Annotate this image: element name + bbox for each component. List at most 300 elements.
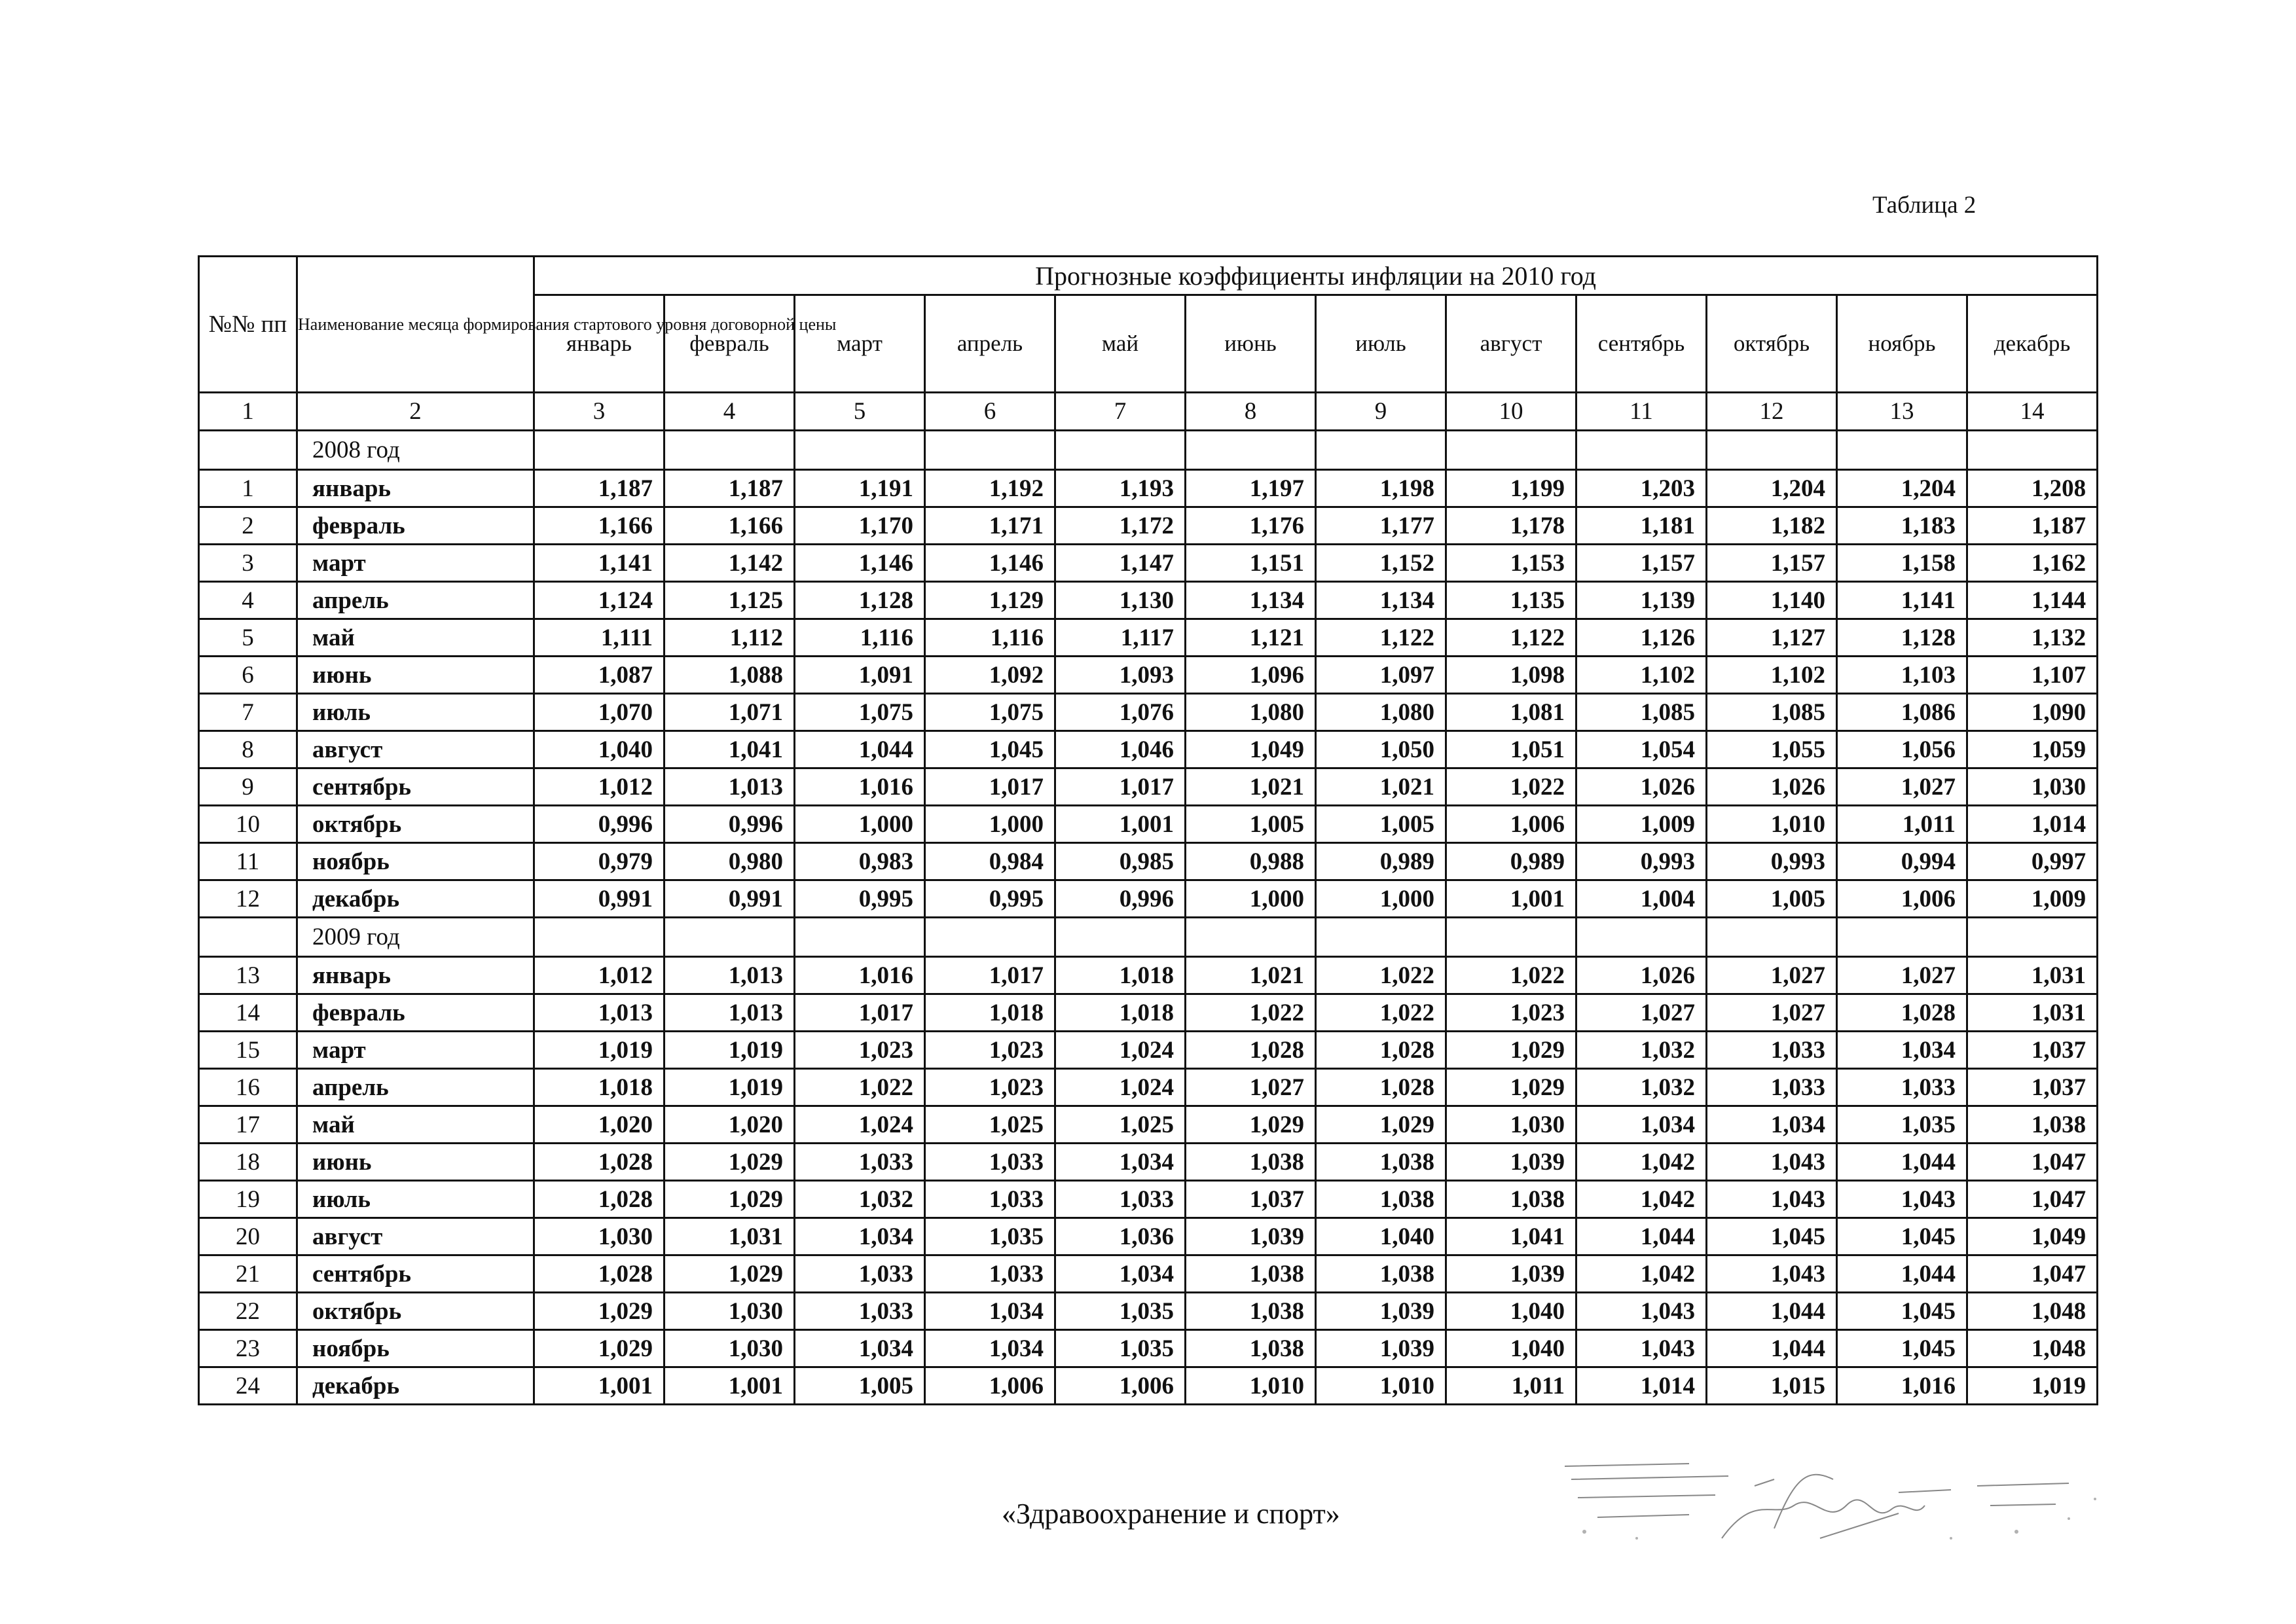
coefficient-cell: 1,038	[1186, 1293, 1316, 1330]
header-group: Прогнозные коэффициенты инфляции на 2010 год	[534, 257, 2098, 295]
coefficient-cell: 1,013	[534, 994, 665, 1032]
coefficient-cell: 1,040	[1316, 1218, 1446, 1255]
coefficient-cell: 1,049	[1967, 1218, 2098, 1255]
coefficient-cell: 1,045	[1837, 1293, 1967, 1330]
row-number: 13	[199, 957, 297, 994]
coefficient-cell: 1,097	[1316, 657, 1446, 694]
coefficient-cell: 1,017	[1055, 768, 1186, 806]
coefficient-cell: 0,993	[1707, 843, 1837, 880]
month-header: февраль	[665, 295, 795, 393]
section-row	[199, 431, 2098, 470]
coefficient-cell: 1,157	[1576, 545, 1707, 582]
coefficient-cell: 1,031	[665, 1218, 795, 1255]
column-number: 11	[1576, 393, 1707, 431]
coefficient-cell: 1,153	[1446, 545, 1576, 582]
table-row	[199, 731, 2098, 768]
table-caption: Таблица 2	[1872, 192, 1977, 219]
coefficient-cell: 1,043	[1837, 1181, 1967, 1218]
coefficient-cell: 1,146	[925, 545, 1055, 582]
row-month: февраль	[297, 994, 534, 1032]
table-row	[199, 1293, 2098, 1330]
coefficient-cell: 1,034	[1576, 1106, 1707, 1144]
row-number: 20	[199, 1218, 297, 1255]
coefficient-cell: 1,085	[1707, 694, 1837, 731]
month-header: август	[1446, 295, 1576, 393]
coefficient-cell: 1,027	[1837, 768, 1967, 806]
empty-cell	[1446, 431, 1576, 470]
row-month: март	[297, 545, 534, 582]
row-month: июнь	[297, 1144, 534, 1181]
coefficient-cell: 1,035	[1055, 1293, 1186, 1330]
coefficient-cell: 1,122	[1316, 619, 1446, 657]
table-row	[199, 1330, 2098, 1367]
coefficient-cell: 1,025	[1055, 1106, 1186, 1144]
row-number: 8	[199, 731, 297, 768]
coefficient-cell: 1,029	[534, 1330, 665, 1367]
coefficient-cell: 1,051	[1446, 731, 1576, 768]
row-number: 16	[199, 1069, 297, 1106]
coefficient-cell: 1,019	[1967, 1367, 2098, 1405]
row-number: 7	[199, 694, 297, 731]
coefficient-cell: 1,028	[534, 1144, 665, 1181]
column-number: 8	[1186, 393, 1316, 431]
row-month: октябрь	[297, 806, 534, 843]
month-header: март	[795, 295, 925, 393]
empty-cell	[1576, 431, 1707, 470]
row-number: 14	[199, 994, 297, 1032]
coefficient-cell: 1,043	[1576, 1330, 1707, 1367]
row-month: май	[297, 1106, 534, 1144]
coefficient-cell: 1,093	[1055, 657, 1186, 694]
table-row	[199, 1144, 2098, 1181]
coefficient-cell: 1,208	[1967, 470, 2098, 507]
coefficient-cell: 1,019	[665, 1032, 795, 1069]
row-number: 3	[199, 545, 297, 582]
coefficient-cell: 1,080	[1186, 694, 1316, 731]
coefficient-cell: 1,116	[925, 619, 1055, 657]
row-number: 12	[199, 880, 297, 918]
coefficient-cell: 0,996	[665, 806, 795, 843]
coefficient-cell: 1,039	[1446, 1144, 1576, 1181]
coefficient-cell: 1,043	[1707, 1144, 1837, 1181]
table-row	[199, 694, 2098, 731]
empty-cell	[1316, 431, 1446, 470]
empty-cell	[534, 431, 665, 470]
row-number: 1	[199, 470, 297, 507]
coefficient-cell: 1,016	[1837, 1367, 1967, 1405]
coefficient-cell: 1,038	[1316, 1144, 1446, 1181]
empty-cell	[1446, 918, 1576, 957]
coefficient-cell: 1,172	[1055, 507, 1186, 545]
coefficient-cell: 1,006	[1446, 806, 1576, 843]
column-number: 14	[1967, 393, 2098, 431]
column-number: 1	[199, 393, 297, 431]
coefficient-cell: 1,001	[1055, 806, 1186, 843]
coefficient-cell: 1,006	[925, 1367, 1055, 1405]
coefficient-cell: 1,132	[1967, 619, 2098, 657]
coefficient-cell: 1,070	[534, 694, 665, 731]
coefficient-cell: 1,177	[1316, 507, 1446, 545]
coefficient-cell: 1,010	[1707, 806, 1837, 843]
empty-cell	[925, 431, 1055, 470]
coefficient-cell: 1,025	[925, 1106, 1055, 1144]
coefficient-cell: 1,139	[1576, 582, 1707, 619]
coefficient-cell: 1,130	[1055, 582, 1186, 619]
row-month: июль	[297, 694, 534, 731]
coefficient-cell: 1,023	[925, 1069, 1055, 1106]
coefficient-cell: 1,005	[795, 1367, 925, 1405]
coefficient-cell: 1,086	[1837, 694, 1967, 731]
coefficient-cell: 1,027	[1186, 1069, 1316, 1106]
coefficient-cell: 1,034	[1055, 1255, 1186, 1293]
coefficient-cell: 1,022	[1446, 957, 1576, 994]
coefficient-cell: 1,026	[1576, 957, 1707, 994]
coefficient-cell: 1,020	[534, 1106, 665, 1144]
coefficient-cell: 1,032	[1576, 1032, 1707, 1069]
coefficient-cell: 1,096	[1186, 657, 1316, 694]
coefficient-cell: 1,015	[1707, 1367, 1837, 1405]
coefficient-cell: 1,056	[1837, 731, 1967, 768]
coefficient-cell: 1,198	[1316, 470, 1446, 507]
coefficient-cell: 1,027	[1707, 957, 1837, 994]
coefficient-cell: 1,043	[1707, 1181, 1837, 1218]
row-number: 10	[199, 806, 297, 843]
coefficient-cell: 1,017	[795, 994, 925, 1032]
coefficient-cell: 1,098	[1446, 657, 1576, 694]
month-header: июль	[1316, 295, 1446, 393]
month-header: декабрь	[1967, 295, 2098, 393]
coefficient-cell: 1,023	[925, 1032, 1055, 1069]
coefficient-cell: 1,027	[1576, 994, 1707, 1032]
coefficient-cell: 1,044	[1707, 1293, 1837, 1330]
coefficient-cell: 1,171	[925, 507, 1055, 545]
table-row	[199, 470, 2098, 507]
coefficient-cell: 1,044	[1707, 1330, 1837, 1367]
coefficient-cell: 1,028	[534, 1181, 665, 1218]
coefficient-cell: 1,021	[1316, 768, 1446, 806]
coefficient-cell: 1,034	[795, 1218, 925, 1255]
empty-cell	[1707, 918, 1837, 957]
coefficient-cell: 1,046	[1055, 731, 1186, 768]
coefficient-cell: 1,055	[1707, 731, 1837, 768]
coefficient-cell: 1,103	[1837, 657, 1967, 694]
coefficient-cell: 0,996	[1055, 880, 1186, 918]
coefficient-cell: 1,022	[1316, 994, 1446, 1032]
coefficient-cell: 1,128	[795, 582, 925, 619]
coefficient-cell: 1,054	[1576, 731, 1707, 768]
table-row	[199, 768, 2098, 806]
coefficient-cell: 1,121	[1186, 619, 1316, 657]
column-numbers-row	[199, 393, 2098, 431]
row-month: август	[297, 731, 534, 768]
row-number: 11	[199, 843, 297, 880]
coefficient-cell: 1,111	[534, 619, 665, 657]
month-header: октябрь	[1707, 295, 1837, 393]
coefficient-cell: 1,026	[1707, 768, 1837, 806]
coefficient-cell: 1,022	[1316, 957, 1446, 994]
coefficient-cell: 1,146	[795, 545, 925, 582]
coefficient-cell: 1,193	[1055, 470, 1186, 507]
row-number: 18	[199, 1144, 297, 1181]
coefficient-cell: 1,033	[925, 1144, 1055, 1181]
empty-cell	[1186, 431, 1316, 470]
row-number: 4	[199, 582, 297, 619]
coefficient-cell: 1,076	[1055, 694, 1186, 731]
empty-cell	[1967, 431, 2098, 470]
coefficient-cell: 1,080	[1316, 694, 1446, 731]
section-label: 2008 год	[297, 431, 534, 470]
coefficient-cell: 1,033	[1707, 1032, 1837, 1069]
coefficient-cell: 1,011	[1446, 1367, 1576, 1405]
coefficient-cell: 1,019	[534, 1032, 665, 1069]
coefficient-cell: 1,191	[795, 470, 925, 507]
coefficient-cell: 1,034	[795, 1330, 925, 1367]
empty-cell	[534, 918, 665, 957]
coefficient-cell: 1,031	[1967, 994, 2098, 1032]
table-row	[199, 545, 2098, 582]
coefficient-cell: 1,018	[1055, 994, 1186, 1032]
coefficient-cell: 1,038	[1186, 1330, 1316, 1367]
coefficient-cell: 1,022	[1446, 768, 1576, 806]
coefficient-cell: 1,019	[665, 1069, 795, 1106]
coefficient-cell: 1,013	[665, 768, 795, 806]
coefficient-cell: 1,071	[665, 694, 795, 731]
coefficient-cell: 1,116	[795, 619, 925, 657]
coefficient-cell: 1,033	[925, 1181, 1055, 1218]
empty-cell	[199, 431, 297, 470]
coefficient-cell: 1,040	[1446, 1293, 1576, 1330]
coefficient-cell: 1,038	[1967, 1106, 2098, 1144]
coefficient-cell: 1,021	[1186, 768, 1316, 806]
coefficient-cell: 1,047	[1967, 1255, 2098, 1293]
coefficient-cell: 1,045	[925, 731, 1055, 768]
coefficient-cell: 1,050	[1316, 731, 1446, 768]
coefficient-cell: 1,014	[1967, 806, 2098, 843]
coefficient-cell: 1,129	[925, 582, 1055, 619]
table-row	[199, 507, 2098, 545]
coefficient-cell: 1,192	[925, 470, 1055, 507]
row-month: январь	[297, 470, 534, 507]
coefficient-cell: 1,158	[1837, 545, 1967, 582]
coefficient-cell: 1,081	[1446, 694, 1576, 731]
table-row	[199, 1255, 2098, 1293]
coefficient-cell: 1,178	[1446, 507, 1576, 545]
coefficient-cell: 1,162	[1967, 545, 2098, 582]
coefficient-cell: 1,000	[1186, 880, 1316, 918]
coefficient-cell: 1,021	[1186, 957, 1316, 994]
row-number: 23	[199, 1330, 297, 1367]
coefficient-cell: 1,040	[1446, 1330, 1576, 1367]
coefficient-cell: 1,044	[1837, 1144, 1967, 1181]
coefficient-cell: 1,039	[1316, 1330, 1446, 1367]
coefficient-cell: 1,181	[1576, 507, 1707, 545]
coefficient-cell: 1,006	[1837, 880, 1967, 918]
coefficient-cell: 1,037	[1186, 1181, 1316, 1218]
inflation-table	[198, 255, 2098, 1405]
footer-title: «Здравоохранение и спорт»	[1002, 1498, 1340, 1530]
month-header: сентябрь	[1576, 295, 1707, 393]
coefficient-cell: 1,090	[1967, 694, 2098, 731]
coefficient-cell: 1,047	[1967, 1144, 2098, 1181]
coefficient-cell: 1,045	[1837, 1218, 1967, 1255]
header-name: Наименование месяца формирования стартового уровня договорной цены	[297, 257, 534, 393]
table-row	[199, 657, 2098, 694]
coefficient-cell: 1,001	[534, 1367, 665, 1405]
coefficient-cell: 0,993	[1576, 843, 1707, 880]
coefficient-cell: 1,000	[795, 806, 925, 843]
empty-cell	[665, 431, 795, 470]
table-row	[199, 1032, 2098, 1069]
coefficient-cell: 1,048	[1967, 1293, 2098, 1330]
coefficient-cell: 1,040	[534, 731, 665, 768]
header-num: №№ пп	[199, 257, 297, 393]
coefficient-cell: 1,134	[1186, 582, 1316, 619]
coefficient-cell: 1,157	[1707, 545, 1837, 582]
coefficient-cell: 1,035	[1837, 1106, 1967, 1144]
coefficient-cell: 1,029	[1446, 1032, 1576, 1069]
coefficient-cell: 1,135	[1446, 582, 1576, 619]
coefficient-cell: 1,029	[1316, 1106, 1446, 1144]
coefficient-cell: 1,024	[1055, 1032, 1186, 1069]
coefficient-cell: 1,037	[1967, 1069, 2098, 1106]
column-number: 10	[1446, 393, 1576, 431]
coefficient-cell: 1,034	[925, 1293, 1055, 1330]
coefficient-cell: 0,995	[795, 880, 925, 918]
coefficient-cell: 1,124	[534, 582, 665, 619]
coefficient-cell: 1,102	[1576, 657, 1707, 694]
coefficient-cell: 0,991	[534, 880, 665, 918]
row-month: декабрь	[297, 880, 534, 918]
column-number: 6	[925, 393, 1055, 431]
coefficient-cell: 1,204	[1707, 470, 1837, 507]
coefficient-cell: 1,032	[795, 1181, 925, 1218]
column-number: 2	[297, 393, 534, 431]
coefficient-cell: 1,112	[665, 619, 795, 657]
coefficient-cell: 1,001	[1446, 880, 1576, 918]
coefficient-cell: 1,032	[1576, 1069, 1707, 1106]
table-row	[199, 843, 2098, 880]
coefficient-cell: 1,151	[1186, 545, 1316, 582]
row-month: сентябрь	[297, 1255, 534, 1293]
coefficient-cell: 1,033	[925, 1255, 1055, 1293]
coefficient-cell: 1,033	[1837, 1069, 1967, 1106]
coefficient-cell: 1,147	[1055, 545, 1186, 582]
empty-cell	[1055, 918, 1186, 957]
coefficient-cell: 1,035	[1055, 1330, 1186, 1367]
row-number: 22	[199, 1293, 297, 1330]
coefficient-cell: 1,127	[1707, 619, 1837, 657]
table-row	[199, 1069, 2098, 1106]
coefficient-cell: 1,039	[1186, 1218, 1316, 1255]
coefficient-cell: 0,995	[925, 880, 1055, 918]
coefficient-cell: 1,000	[1316, 880, 1446, 918]
coefficient-cell: 1,013	[665, 994, 795, 1032]
coefficient-cell: 1,033	[1707, 1069, 1837, 1106]
coefficient-cell: 1,016	[795, 957, 925, 994]
coefficient-cell: 1,030	[1967, 768, 2098, 806]
coefficient-cell: 1,034	[1837, 1032, 1967, 1069]
column-number: 7	[1055, 393, 1186, 431]
coefficient-cell: 1,013	[665, 957, 795, 994]
coefficient-cell: 1,039	[1446, 1255, 1576, 1293]
row-month: июнь	[297, 657, 534, 694]
coefficient-cell: 1,144	[1967, 582, 2098, 619]
coefficient-cell: 0,991	[665, 880, 795, 918]
empty-cell	[199, 918, 297, 957]
coefficient-cell: 1,038	[1316, 1181, 1446, 1218]
table-row	[199, 1218, 2098, 1255]
coefficient-cell: 1,024	[1055, 1069, 1186, 1106]
coefficient-cell: 1,000	[925, 806, 1055, 843]
row-month: декабрь	[297, 1367, 534, 1405]
coefficient-cell: 1,004	[1576, 880, 1707, 918]
coefficient-cell: 1,170	[795, 507, 925, 545]
coefficient-cell: 1,042	[1576, 1144, 1707, 1181]
coefficient-cell: 1,028	[1186, 1032, 1316, 1069]
row-month: октябрь	[297, 1293, 534, 1330]
coefficient-cell: 1,017	[925, 768, 1055, 806]
coefficient-cell: 1,176	[1186, 507, 1316, 545]
column-number: 5	[795, 393, 925, 431]
coefficient-cell: 1,029	[665, 1181, 795, 1218]
coefficient-cell: 1,042	[1576, 1255, 1707, 1293]
row-number: 15	[199, 1032, 297, 1069]
coefficient-cell: 1,022	[795, 1069, 925, 1106]
empty-cell	[1707, 431, 1837, 470]
coefficient-cell: 1,027	[1837, 957, 1967, 994]
coefficient-cell: 1,030	[665, 1293, 795, 1330]
coefficient-cell: 1,141	[1837, 582, 1967, 619]
empty-cell	[1186, 918, 1316, 957]
empty-cell	[1837, 431, 1967, 470]
coefficient-cell: 1,044	[1576, 1218, 1707, 1255]
coefficient-cell: 1,044	[1837, 1255, 1967, 1293]
row-month: август	[297, 1218, 534, 1255]
table-row	[199, 806, 2098, 843]
coefficient-cell: 1,018	[1055, 957, 1186, 994]
coefficient-cell: 1,033	[795, 1293, 925, 1330]
coefficient-cell: 1,085	[1576, 694, 1707, 731]
row-number: 2	[199, 507, 297, 545]
coefficient-cell: 1,122	[1446, 619, 1576, 657]
coefficient-cell: 1,092	[925, 657, 1055, 694]
coefficient-cell: 0,989	[1316, 843, 1446, 880]
row-month: февраль	[297, 507, 534, 545]
coefficient-cell: 1,035	[925, 1218, 1055, 1255]
coefficient-cell: 1,029	[665, 1255, 795, 1293]
coefficient-cell: 1,038	[1316, 1255, 1446, 1293]
coefficient-cell: 1,009	[1967, 880, 2098, 918]
row-month: май	[297, 619, 534, 657]
coefficient-cell: 1,183	[1837, 507, 1967, 545]
row-number: 5	[199, 619, 297, 657]
section-row	[199, 918, 2098, 957]
table-body	[199, 393, 2098, 1405]
row-month: март	[297, 1032, 534, 1069]
empty-cell	[925, 918, 1055, 957]
coefficient-cell: 1,042	[1576, 1181, 1707, 1218]
coefficient-cell: 1,028	[1316, 1069, 1446, 1106]
coefficient-cell: 1,140	[1707, 582, 1837, 619]
coefficient-cell: 1,012	[534, 957, 665, 994]
month-header: май	[1055, 295, 1186, 393]
table-row	[199, 880, 2098, 918]
coefficient-cell: 1,187	[1967, 507, 2098, 545]
coefficient-cell: 1,038	[1446, 1181, 1576, 1218]
coefficient-cell: 1,010	[1316, 1367, 1446, 1405]
coefficient-cell: 1,152	[1316, 545, 1446, 582]
coefficient-cell: 1,187	[534, 470, 665, 507]
